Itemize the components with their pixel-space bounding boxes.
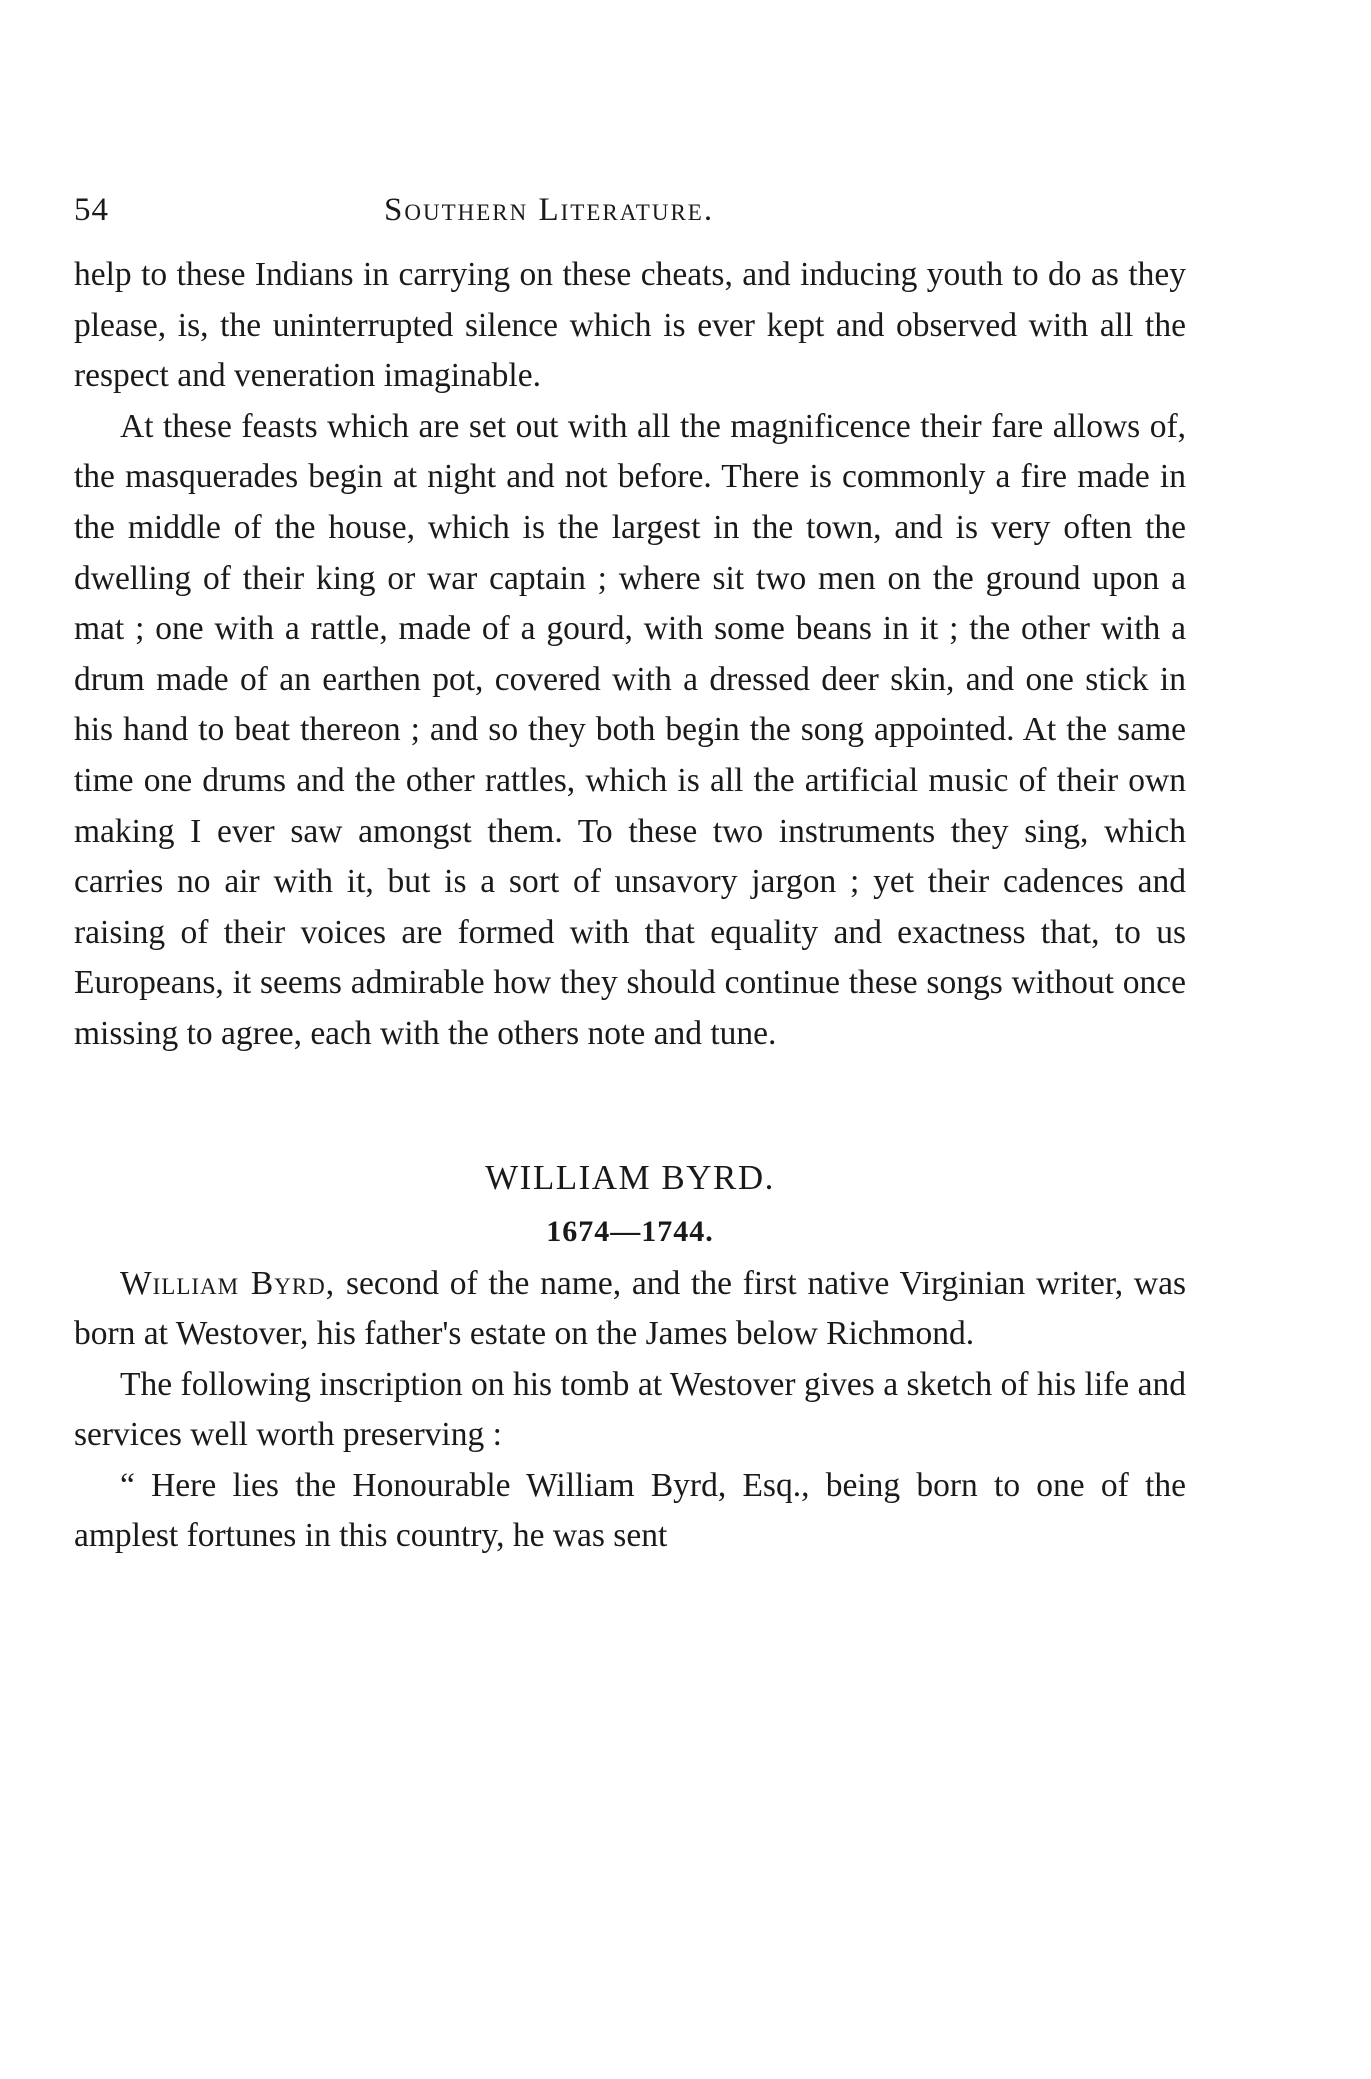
biography-subject-name: William Byrd, [120,1264,336,1302]
passage-paragraph-continued: help to these Indians in carrying on these cheats, and inducing youth to do as they please, is, the uninterrupted silence which is ever kept and observed with all the respect and veneration imaginable. [74,256,1186,395]
biography-paragraph-intro [74,1259,1186,1360]
biography-text [74,1259,1186,1563]
passage-paragraph-masquerades: At these feasts which are set out with all the magnificence their fare allows of, the masquerades begin at night and not before. There is commonly a fire made in the middle of the house, which is the largest in the town, and is very often the dwelling of their king or war captain ; where sit two men on the ground upon a mat ; one with a rattle, made of a gourd, with some beans in it ; the other with a drum made of an earthen pot, covered with a dressed deer skin, and one stick in his hand to beat thereon ; and so they both begin the song appointed. At the same time one drums and the other rattles, which is all the artificial music of their own making I ever saw amongst them. To these two instruments they sing, which carries no air with it, but is a sort of unsavory jargon ; yet their cadences and raising of their voices are formed with that equality and exactness that, to us Europeans, it seems admirable how they should continue these songs without once missing to agree, each with the others note and tune. [74,407,1186,1052]
biography-paragraph-epitaph: “ Here lies the Honourable William Byrd, Esq., being born to one of the amplest fortunes in this country, he was sent [74,1466,1186,1555]
running-head-title: Southern Literature. [384,192,715,228]
passage-text [74,250,1186,1060]
running-head [74,180,1186,240]
biography-paragraph-inscription-intro: The following inscription on his tomb at Westover gives a sketch of his life and services well worth preserving : [74,1365,1186,1454]
book-page [74,180,1186,1562]
section-heading: WILLIAM BYRD. [485,1157,775,1197]
section-dates: 1674—1744. [546,1214,714,1248]
page-number: 54 [74,192,109,228]
biography-intro-text: second of the name, and the first native Virginian writer, was born at Westover, his father's estate on the James below Richmond. [74,1264,1186,1353]
